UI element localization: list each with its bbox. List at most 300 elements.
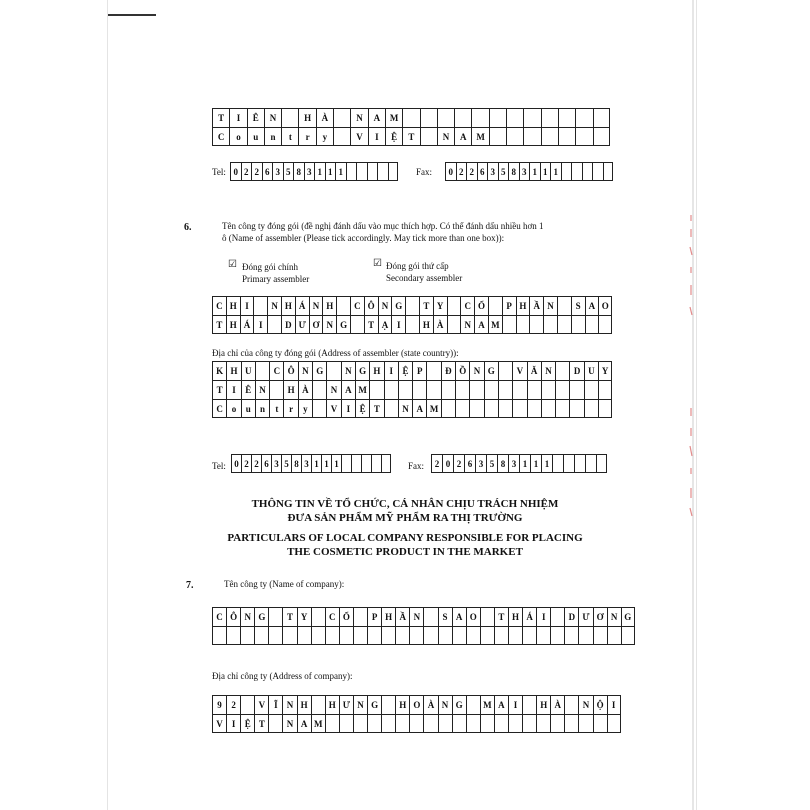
secondary-assembler-en: Secondary assembler xyxy=(386,273,463,283)
grid-row xyxy=(431,454,607,473)
grid-cell xyxy=(480,607,494,626)
grid-cell xyxy=(341,454,351,473)
grid-cell: K xyxy=(212,361,226,380)
grid-row xyxy=(212,380,612,399)
grid-cell: 1 xyxy=(529,162,540,181)
grid-cell xyxy=(555,380,569,399)
primary-assembler-vi: Đóng gói chính xyxy=(242,262,298,272)
grid-cell: 3 xyxy=(508,454,519,473)
grid-cell: T xyxy=(402,127,419,146)
grid-row xyxy=(212,607,635,626)
grid-cell xyxy=(466,695,480,714)
grid-cell: T xyxy=(369,399,383,418)
grid-cell xyxy=(558,108,575,127)
grid-row xyxy=(212,399,612,418)
grid-cell: 9 xyxy=(212,695,226,714)
grid-cell: Á xyxy=(522,607,536,626)
grid-cell xyxy=(593,127,610,146)
grid-cell xyxy=(455,399,469,418)
grid-cell xyxy=(297,626,311,645)
grid-cell xyxy=(423,714,437,733)
grid-cell: S xyxy=(571,296,585,315)
grid-cell: Ầ xyxy=(529,296,543,315)
grid-cell: Ổ xyxy=(339,607,353,626)
grid-cell: y xyxy=(298,399,312,418)
grid-cell: G xyxy=(391,296,405,315)
grid-cell: V xyxy=(512,361,526,380)
grid-cell: À xyxy=(316,108,333,127)
grid-cell: 2 xyxy=(456,162,467,181)
grid-cell: 2 xyxy=(241,162,252,181)
grid-cell xyxy=(585,315,599,334)
grid-cell: I xyxy=(341,399,355,418)
grid-cell: Ầ xyxy=(395,607,409,626)
grid-cell: 5 xyxy=(498,162,509,181)
grid-cell: H xyxy=(297,695,311,714)
grid-cell: T xyxy=(494,607,508,626)
grid-cell xyxy=(384,399,398,418)
grid-cell: Y xyxy=(433,296,447,315)
grid-cell: M xyxy=(488,315,502,334)
grid-cell: A xyxy=(297,714,311,733)
grid-cell xyxy=(498,399,512,418)
top-edge-mark xyxy=(108,14,156,16)
grid-cell xyxy=(381,454,391,473)
grid-cell xyxy=(369,380,383,399)
grid-cell xyxy=(502,315,516,334)
grid-cell xyxy=(384,380,398,399)
grid-cell: N xyxy=(322,315,336,334)
heading-vi-line2: ĐƯA SẢN PHẨM MỸ PHẨM RA THỊ TRƯỜNG xyxy=(287,512,523,524)
grid-cell xyxy=(398,380,412,399)
grid-cell xyxy=(420,127,437,146)
grid-cell: Đ xyxy=(441,361,455,380)
grid-cell: r xyxy=(298,127,315,146)
grid-cell xyxy=(423,607,437,626)
grid-cell: I xyxy=(391,315,405,334)
grid-cell: Ô xyxy=(283,361,297,380)
grid-cell: Y xyxy=(297,607,311,626)
grid-cell xyxy=(557,315,571,334)
grid-cell xyxy=(325,714,339,733)
grid-cell xyxy=(282,626,296,645)
grid-cell: 2 xyxy=(241,454,251,473)
grid-cell xyxy=(536,626,550,645)
grid-cell: I xyxy=(229,108,246,127)
grid-cell xyxy=(466,714,480,733)
grid-cell: Ô xyxy=(226,607,240,626)
grid-cell xyxy=(584,399,598,418)
grid-cell xyxy=(423,626,437,645)
grid-cell xyxy=(268,714,282,733)
grid-cell: 0 xyxy=(445,162,456,181)
grid-cell: D xyxy=(564,607,578,626)
grid-cell: G xyxy=(452,695,466,714)
grid-cell: A xyxy=(368,108,385,127)
grid-cell xyxy=(506,108,523,127)
grid-cell: A xyxy=(341,380,355,399)
grid-cell: Ê xyxy=(247,108,264,127)
grid-cell: 1 xyxy=(314,162,325,181)
grid-cell: Ĩ xyxy=(268,695,282,714)
grid-cell: 2 xyxy=(466,162,477,181)
company-address-grid xyxy=(212,695,621,733)
grid-cell: À xyxy=(433,315,447,334)
grid-cell xyxy=(555,361,569,380)
grid-cell: N xyxy=(469,361,483,380)
grid-cell: N xyxy=(378,296,392,315)
grid-cell: M xyxy=(385,108,402,127)
grid-cell xyxy=(598,399,612,418)
grid-cell: C xyxy=(325,607,339,626)
heading-en-line2: THE COSMETIC PRODUCT IN THE MARKET xyxy=(287,546,523,558)
grid-cell xyxy=(494,714,508,733)
grid-cell xyxy=(498,361,512,380)
grid-cell xyxy=(253,296,267,315)
grid-cell: 2 xyxy=(226,695,240,714)
grid-cell: V xyxy=(254,695,268,714)
grid-cell xyxy=(516,315,530,334)
grid-cell xyxy=(575,108,592,127)
grid-cell: u xyxy=(241,399,255,418)
grid-cell xyxy=(452,626,466,645)
grid-cell xyxy=(339,714,353,733)
grid-cell: T xyxy=(419,296,433,315)
grid-cell xyxy=(529,315,543,334)
grid-cell: H xyxy=(281,296,295,315)
grid-cell xyxy=(593,626,607,645)
grid-cell xyxy=(426,361,440,380)
assembler-address-label: Địa chỉ của công ty đóng gói (Address of assembler (state country)): xyxy=(212,348,459,358)
grid-cell xyxy=(494,626,508,645)
grid-cell: 1 xyxy=(540,162,551,181)
assembler-name-grid xyxy=(212,296,612,334)
assembler-address-grid xyxy=(212,361,612,418)
fax-label: Fax: xyxy=(408,461,425,471)
grid-cell xyxy=(541,380,555,399)
grid-cell: H xyxy=(226,315,240,334)
grid-cell xyxy=(564,626,578,645)
grid-cell xyxy=(489,108,506,127)
grid-cell xyxy=(466,626,480,645)
grid-cell xyxy=(269,380,283,399)
fax-grid xyxy=(445,162,613,181)
grid-cell xyxy=(371,454,381,473)
grid-cell xyxy=(356,162,367,181)
grid-cell xyxy=(512,399,526,418)
grid-cell: S xyxy=(438,607,452,626)
grid-cell: 0 xyxy=(230,162,241,181)
grid-cell xyxy=(226,626,240,645)
grid-cell xyxy=(381,695,395,714)
grid-cell xyxy=(240,695,254,714)
grid-cell: M xyxy=(311,714,325,733)
grid-cell: O xyxy=(466,607,480,626)
grid-cell: I xyxy=(253,315,267,334)
grid-cell xyxy=(405,315,419,334)
grid-cell: I xyxy=(226,714,240,733)
grid-cell: 8 xyxy=(497,454,508,473)
grid-cell xyxy=(522,714,536,733)
grid-cell: N xyxy=(438,695,452,714)
grid-cell xyxy=(557,296,571,315)
grid-cell xyxy=(523,127,540,146)
grid-cell: H xyxy=(226,361,240,380)
grid-cell xyxy=(447,315,461,334)
grid-cell: Ộ xyxy=(593,695,607,714)
grid-cell: G xyxy=(355,361,369,380)
grid-cell xyxy=(598,380,612,399)
grid-cell: G xyxy=(336,315,350,334)
grid-cell: 6 xyxy=(477,162,488,181)
grid-cell: o xyxy=(226,399,240,418)
grid-cell: N xyxy=(309,296,323,315)
grid-cell: M xyxy=(471,127,488,146)
grid-cell xyxy=(281,108,298,127)
grid-cell xyxy=(574,454,585,473)
grid-cell xyxy=(569,399,583,418)
grid-cell: Ổ xyxy=(474,296,488,315)
grid-cell xyxy=(268,607,282,626)
grid-cell xyxy=(395,714,409,733)
grid-cell xyxy=(564,695,578,714)
grid-cell: N xyxy=(543,296,557,315)
grid-cell xyxy=(522,626,536,645)
grid-cell xyxy=(564,714,578,733)
primary-assembler-en: Primary assembler xyxy=(242,274,310,284)
grid-cell: M xyxy=(355,380,369,399)
grid-cell: 5 xyxy=(281,454,291,473)
grid-row xyxy=(212,315,612,334)
grid-cell: H xyxy=(395,695,409,714)
grid-cell xyxy=(571,315,585,334)
grid-cell xyxy=(377,162,388,181)
grid-cell: C xyxy=(350,296,364,315)
grid-cell xyxy=(336,296,350,315)
grid-cell xyxy=(569,380,583,399)
grid-cell: 1 xyxy=(541,454,552,473)
grid-cell: V xyxy=(212,714,226,733)
grid-cell: 1 xyxy=(550,162,561,181)
grid-cell: 8 xyxy=(293,162,304,181)
grid-cell xyxy=(555,399,569,418)
grid-cell xyxy=(402,108,419,127)
grid-cell xyxy=(480,626,494,645)
grid-cell: n xyxy=(255,399,269,418)
grid-row xyxy=(212,296,612,315)
grid-cell: I xyxy=(536,607,550,626)
grid-cell: P xyxy=(367,607,381,626)
grid-cell: Ư xyxy=(295,315,309,334)
grid-cell: O xyxy=(409,695,423,714)
grid-cell xyxy=(438,714,452,733)
grid-cell: Á xyxy=(240,315,254,334)
grid-cell: T xyxy=(212,380,226,399)
grid-row xyxy=(212,714,621,733)
grid-cell: Ơ xyxy=(593,607,607,626)
grid-cell: N xyxy=(460,315,474,334)
grid-cell xyxy=(255,361,269,380)
grid-row xyxy=(212,108,610,127)
grid-cell xyxy=(353,626,367,645)
grid-cell: N xyxy=(341,361,355,380)
grid-cell: M xyxy=(480,695,494,714)
grid-row xyxy=(231,454,391,473)
grid-cell: 5 xyxy=(486,454,497,473)
grid-cell xyxy=(480,714,494,733)
grid-row xyxy=(445,162,613,181)
grid-cell xyxy=(593,108,610,127)
grid-cell: Ệ xyxy=(398,361,412,380)
grid-cell: Ệ xyxy=(355,399,369,418)
grid-cell: N xyxy=(255,380,269,399)
company-name-grid xyxy=(212,607,635,645)
grid-cell: 6 xyxy=(262,162,273,181)
grid-cell: 3 xyxy=(271,454,281,473)
grid-cell: G xyxy=(367,695,381,714)
grid-cell xyxy=(469,380,483,399)
grid-cell xyxy=(409,714,423,733)
grid-cell xyxy=(578,626,592,645)
grid-cell xyxy=(598,315,612,334)
grid-cell: H xyxy=(369,361,383,380)
grid-cell xyxy=(312,380,326,399)
section6-instruction-line2: ô (Name of assembler (Please tick accordingly. May tick more than one box)): xyxy=(222,233,505,243)
grid-cell xyxy=(561,162,572,181)
grid-cell: I xyxy=(508,695,522,714)
grid-cell xyxy=(267,315,281,334)
grid-cell: D xyxy=(569,361,583,380)
grid-row xyxy=(212,127,610,146)
grid-cell xyxy=(388,162,399,181)
grid-cell: N xyxy=(326,380,340,399)
grid-cell: A xyxy=(474,315,488,334)
grid-cell xyxy=(522,695,536,714)
grid-cell xyxy=(607,714,621,733)
grid-cell xyxy=(536,714,550,733)
grid-cell: N xyxy=(353,695,367,714)
grid-cell: Ơ xyxy=(309,315,323,334)
grid-cell: P xyxy=(412,361,426,380)
grid-cell xyxy=(325,626,339,645)
grid-cell: n xyxy=(264,127,281,146)
grid-cell: A xyxy=(454,127,471,146)
grid-cell xyxy=(353,607,367,626)
grid-cell xyxy=(381,714,395,733)
grid-cell: V xyxy=(326,399,340,418)
grid-cell: C xyxy=(212,607,226,626)
grid-cell xyxy=(488,296,502,315)
grid-cell: C xyxy=(460,296,474,315)
grid-cell xyxy=(469,399,483,418)
grid-row xyxy=(212,626,635,645)
grid-cell xyxy=(508,714,522,733)
grid-cell xyxy=(552,454,563,473)
grid-cell xyxy=(353,714,367,733)
grid-cell: 8 xyxy=(291,454,301,473)
grid-cell: Ê xyxy=(241,380,255,399)
grid-cell xyxy=(311,607,325,626)
grid-cell: A xyxy=(585,296,599,315)
grid-cell xyxy=(489,127,506,146)
grid-cell: Ệ xyxy=(385,127,402,146)
grid-cell: Á xyxy=(295,296,309,315)
grid-cell: t xyxy=(269,399,283,418)
grid-cell: N xyxy=(282,695,296,714)
grid-cell: r xyxy=(283,399,297,418)
grid-cell: 3 xyxy=(475,454,486,473)
grid-cell: 1 xyxy=(331,454,341,473)
grid-cell: T xyxy=(212,108,229,127)
margin-scan-marks xyxy=(684,215,698,325)
grid-cell xyxy=(550,626,564,645)
grid-cell xyxy=(575,127,592,146)
grid-cell: V xyxy=(350,127,367,146)
grid-cell xyxy=(508,626,522,645)
grid-cell xyxy=(333,108,350,127)
grid-cell xyxy=(498,380,512,399)
grid-cell xyxy=(438,626,452,645)
grid-cell: I xyxy=(368,127,385,146)
grid-cell xyxy=(484,380,498,399)
grid-cell: U xyxy=(241,361,255,380)
grid-cell: I xyxy=(607,695,621,714)
grid-cell: G xyxy=(621,607,635,626)
grid-cell: N xyxy=(350,108,367,127)
margin-scan-marks xyxy=(684,408,698,518)
grid-cell: C xyxy=(212,127,229,146)
grid-cell xyxy=(543,315,557,334)
grid-cell xyxy=(254,626,268,645)
grid-cell: N xyxy=(578,695,592,714)
grid-cell xyxy=(367,626,381,645)
grid-cell: 3 xyxy=(301,454,311,473)
section-number-7: 7. xyxy=(186,580,194,591)
grid-cell: G xyxy=(312,361,326,380)
grid-cell: 1 xyxy=(325,162,336,181)
grid-cell xyxy=(381,626,395,645)
grid-cell: C xyxy=(212,399,226,418)
grid-cell: G xyxy=(254,607,268,626)
grid-cell: Ă xyxy=(527,361,541,380)
grid-cell: H xyxy=(298,108,315,127)
grid-cell: 6 xyxy=(261,454,271,473)
grid-cell xyxy=(426,380,440,399)
top-address-grid xyxy=(212,108,610,146)
grid-cell xyxy=(455,380,469,399)
grid-cell: C xyxy=(212,296,226,315)
grid-cell xyxy=(550,714,564,733)
grid-cell xyxy=(563,454,574,473)
grid-cell: T xyxy=(282,607,296,626)
grid-cell: 2 xyxy=(251,162,262,181)
grid-cell: G xyxy=(484,361,498,380)
grid-cell: C xyxy=(269,361,283,380)
grid-cell xyxy=(361,454,371,473)
grid-cell xyxy=(452,714,466,733)
grid-cell xyxy=(527,399,541,418)
grid-cell: 3 xyxy=(304,162,315,181)
grid-cell: N xyxy=(409,607,423,626)
section-number-6: 6. xyxy=(184,222,192,233)
grid-cell: N xyxy=(541,361,555,380)
grid-cell xyxy=(578,714,592,733)
grid-cell: A xyxy=(452,607,466,626)
grid-cell xyxy=(346,162,357,181)
grid-cell: 3 xyxy=(272,162,283,181)
grid-cell: A xyxy=(494,695,508,714)
grid-cell xyxy=(582,162,593,181)
